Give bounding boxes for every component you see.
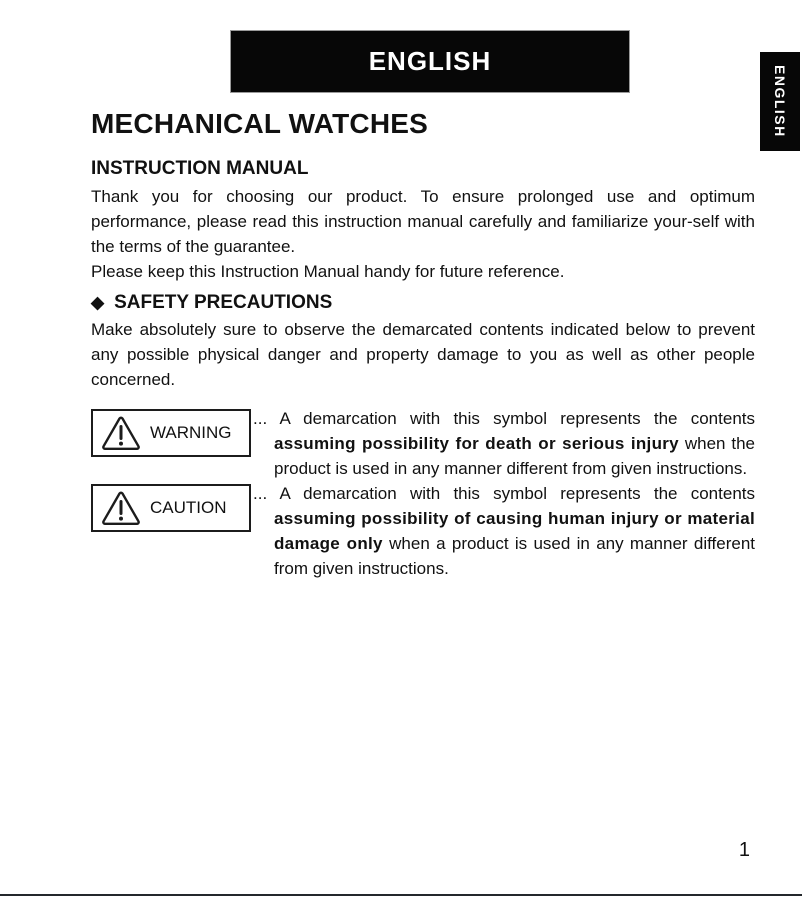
warning-text bbox=[253, 406, 755, 481]
intro-paragraph: Thank you for choosing our product. To ensure prolonged use and optimum performance, please read this instruction manual carefully and familiarize your-self with the terms of the guarantee. bbox=[91, 187, 755, 256]
warning-triangle-icon bbox=[101, 415, 141, 452]
warning-text-after: when the product is used in any manner different from given instructions. bbox=[274, 434, 756, 478]
warning-box bbox=[91, 409, 251, 457]
warning-text-before: A demarcation with this symbol represents the contents bbox=[279, 409, 755, 428]
caution-row bbox=[91, 481, 755, 581]
caution-text-before: A demarcation with this symbol represents the contents bbox=[279, 484, 755, 503]
caution-label: CAUTION bbox=[150, 498, 227, 517]
warning-text-bold: assuming possibility for death or serious injury bbox=[274, 434, 679, 453]
safety-intro-paragraph: Make absolutely sure to observe the demarcated contents indicated below to prevent any possible physical danger and property damage to you as well as other people concerned. bbox=[91, 320, 755, 389]
page-title: MECHANICAL WATCHES bbox=[91, 108, 429, 139]
main-content bbox=[91, 0, 755, 581]
bottom-rule bbox=[0, 894, 802, 896]
page-number: 1 bbox=[738, 839, 750, 861]
language-side-tab-label: ENGLISH bbox=[772, 65, 788, 138]
caution-box bbox=[91, 484, 251, 532]
language-banner-label: ENGLISH bbox=[368, 46, 492, 76]
warning-row bbox=[91, 406, 755, 481]
caution-prefix: ... bbox=[253, 484, 268, 503]
diamond-bullet-icon: ◆ bbox=[91, 293, 105, 312]
safety-precautions-heading bbox=[91, 292, 755, 314]
caution-text bbox=[253, 481, 755, 581]
instruction-manual-heading: INSTRUCTION MANUAL bbox=[91, 158, 309, 179]
language-side-tab bbox=[760, 52, 800, 151]
keep-note: Please keep this Instruction Manual handy for future reference. bbox=[91, 262, 565, 281]
caution-text-after: when a product is used in any manner different from given instructions. bbox=[274, 534, 756, 578]
safety-precautions-label: SAFETY PRECAUTIONS bbox=[114, 292, 333, 313]
warning-label: WARNING bbox=[150, 423, 232, 442]
caution-triangle-icon bbox=[101, 490, 141, 527]
warning-prefix: ... bbox=[253, 409, 268, 428]
caution-text-bold: assuming possibility of causing human injury or material damage only bbox=[274, 509, 755, 553]
